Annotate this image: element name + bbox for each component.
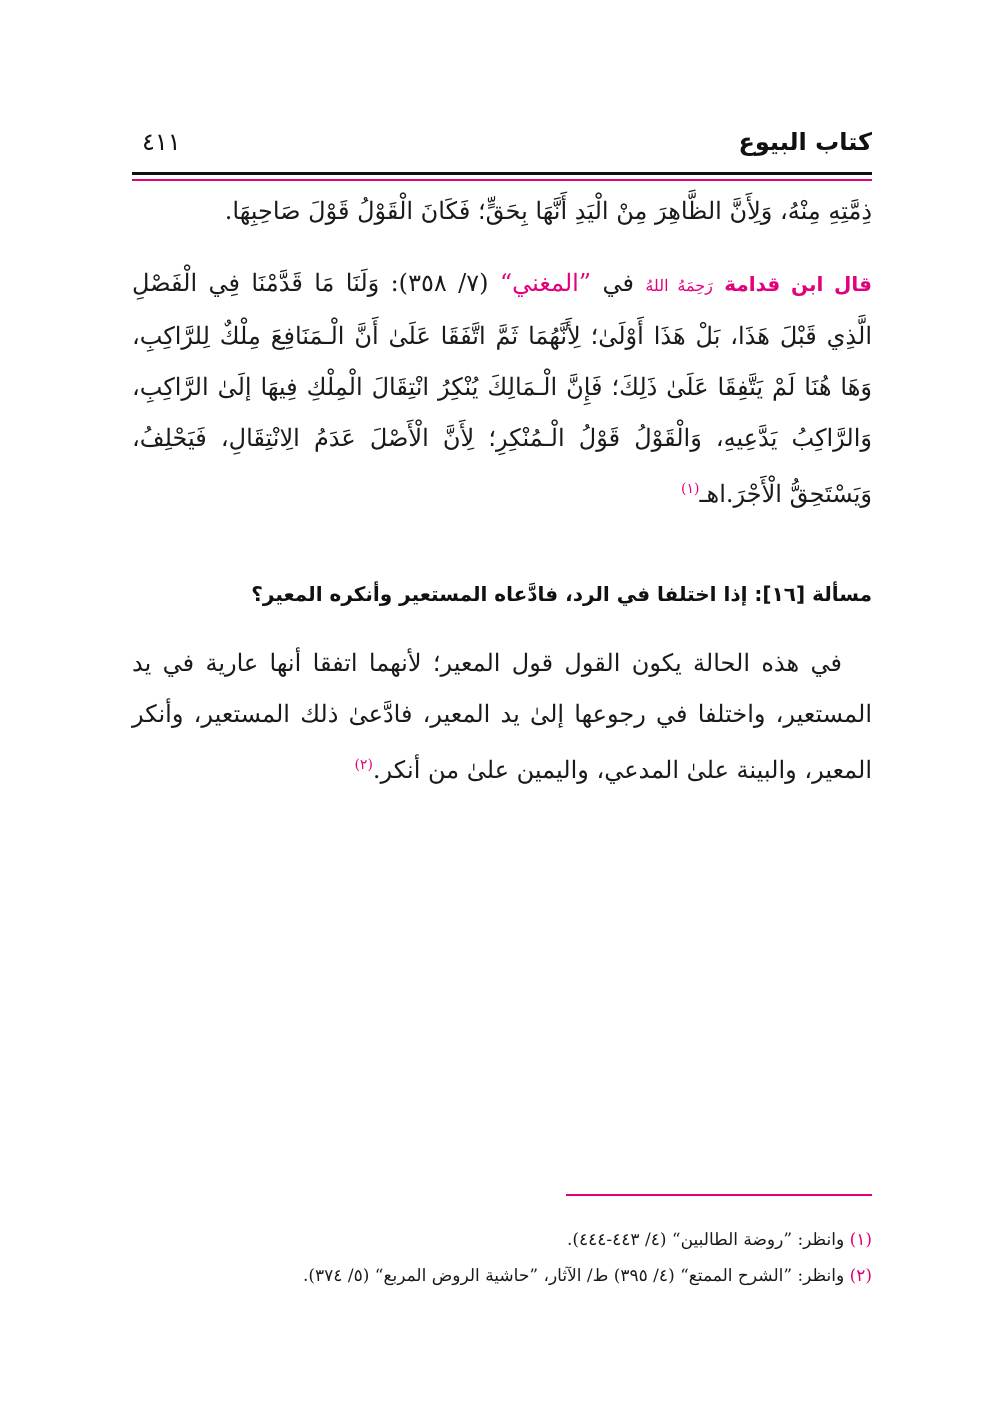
footnote-text: وانظر: ”روضة الطالبين“ (٤/ ٤٤٣-٤٤٤). xyxy=(566,1230,845,1250)
continuation-paragraph xyxy=(132,186,872,237)
footnote-ref-2: (٢) xyxy=(354,757,373,773)
quote-source-prefix: في xyxy=(602,269,634,297)
footnote-number: (١) xyxy=(849,1230,872,1250)
footnote-text: وانظر: ”الشرح الممتع“ (٤/ ٣٩٥) ط/ الآثار، ”حاشية الروض المربع“ (٥/ ٣٧٤). xyxy=(302,1266,845,1286)
footnote-ref-1: (١) xyxy=(681,481,700,497)
chapter-title: كتاب البيوع xyxy=(738,128,872,156)
issue-heading xyxy=(132,574,872,614)
footnotes xyxy=(132,1222,872,1294)
footnote-2 xyxy=(132,1258,872,1294)
footnote-1 xyxy=(132,1222,872,1258)
page-header xyxy=(132,128,872,172)
quote-text: وَلَنَا مَا قَدَّمْنَا فِي الْفَصْلِ الَّذِي قَبْلَ هَذَا، بَلْ هَذَا أَوْلَىٰ؛ لِأَنَّهُمَا ثَمَّ اتَّفَقَا عَلَىٰ أَنَّ الْـمَنَافِعَ مِلْكٌ لِلرَّاكِبِ، وَهَا هُنَا لَمْ يَتَّفِقَا عَلَىٰ ذَلِكَ؛ فَإِنَّ الْـمَالِكَ يُنْكِرُ انْتِقَالَ الْمِلْكِ فِيهَا إلَىٰ الرَّاكِبِ، وَالرَّاكِبُ يَدَّعِيهِ، وَالْقَوْلُ قَوْلُ الْـمُنْكِرِ؛ لِأَنَّ الْأَصْلَ عَدَمُ الِانْتِقَالِ، فَيَحْلِفُ، وَيَسْتَحِقُّ الْأَجْرَ.اهـ xyxy=(132,269,872,508)
footnote-number: (٢) xyxy=(849,1266,872,1286)
continuation-text: ذِمَّتِهِ مِنْهُ، وَلِأَنَّ الظَّاهِرَ مِنْ الْيَدِ أَنَّهَا بِحَقٍّ؛ فَكَانَ الْقَوْلُ قَوْلَ صَاحِبِهَا. xyxy=(224,197,872,225)
quote-source-name: ”المغني“ xyxy=(499,269,592,297)
quote-author: قال ابن قدامة xyxy=(724,272,872,296)
answer-text: في هذه الحالة يكون القول قول المعير؛ لأنهما اتفقا أنها عارية في يد المستعير، واختلفا في رجوعها إلىٰ يد المعير، فادَّعىٰ ذلك المستعير، وأنكر المعير، والبينة علىٰ المدعي، واليمين علىٰ من أنكر. xyxy=(132,649,872,784)
quote-honorific: رَحِمَهُ اللهُ xyxy=(645,276,713,295)
header-accent-rule xyxy=(132,179,872,181)
page-number: ٤١١ xyxy=(142,128,181,156)
issue-heading-text: مسألة [١٦]: إذا اختلفا في الرد، فادَّعاه المستعير وأنكره المعير؟ xyxy=(251,582,872,606)
quote-paragraph xyxy=(132,258,872,520)
quote-citation: (٧/ ٣٥٨): xyxy=(379,269,489,297)
footnote-separator xyxy=(566,1194,872,1196)
header-rule xyxy=(132,172,872,175)
answer-paragraph xyxy=(132,638,872,796)
